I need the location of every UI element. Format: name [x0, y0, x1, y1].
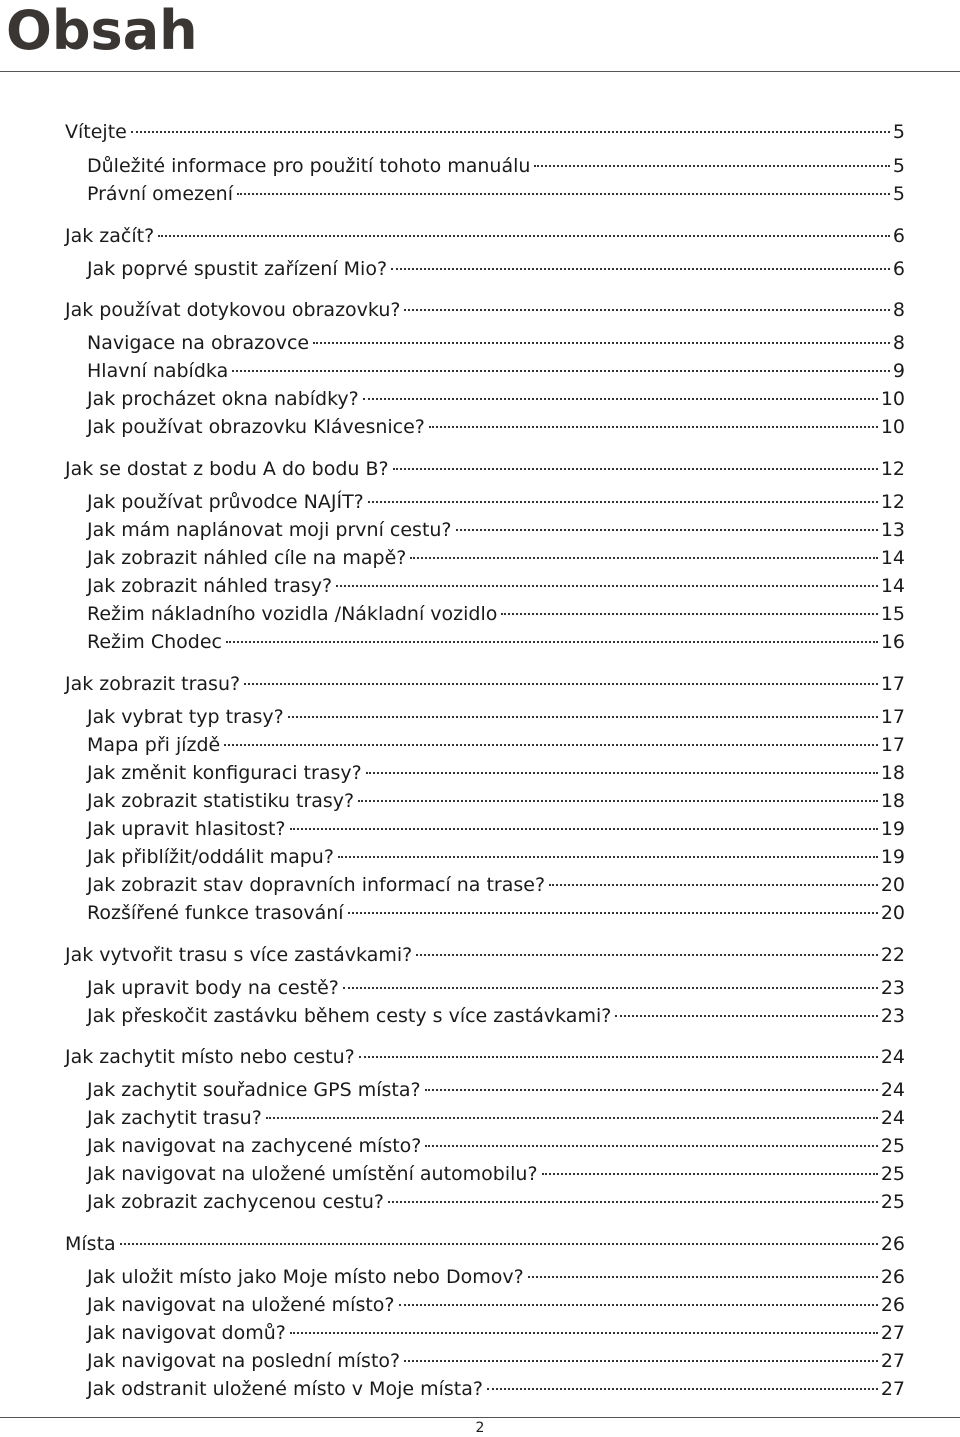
toc-entry-label: Jak upravit hlasitost?: [87, 818, 286, 840]
toc-entry[interactable]: [65, 455, 905, 483]
toc-entry[interactable]: [65, 941, 905, 969]
toc-leader-dots: [158, 233, 890, 237]
toc-entry-page: 24: [880, 1107, 905, 1129]
toc-entry-page: 19: [880, 818, 905, 840]
toc-entry-page: 27: [880, 1322, 905, 1344]
toc-entry-page: 26: [880, 1294, 905, 1316]
toc-leader-dots: [393, 466, 878, 470]
toc-leader-dots: [232, 368, 890, 372]
footer-divider: [0, 1417, 960, 1418]
toc-leader-dots: [358, 798, 878, 802]
toc-leader-dots: [348, 910, 878, 914]
toc-leader-dots: [429, 424, 878, 428]
toc-entry-page: 12: [880, 491, 905, 513]
toc-leader-dots: [363, 396, 878, 400]
toc-entry[interactable]: [87, 516, 905, 544]
toc-entry-label: Jak zobrazit statistiku trasy?: [87, 790, 355, 812]
toc-entry-page: 25: [880, 1163, 905, 1185]
toc-entry-page: 17: [880, 673, 905, 695]
toc-entry-label: Jak se dostat z bodu A do bodu B?: [65, 458, 389, 480]
toc-entry[interactable]: [87, 1347, 905, 1375]
toc-entry-label: Režim Chodec: [87, 631, 222, 653]
toc-leader-dots: [290, 1330, 878, 1334]
toc-entry[interactable]: [65, 1043, 905, 1071]
toc-leader-dots: [487, 1386, 878, 1390]
toc-entry[interactable]: [87, 1132, 905, 1160]
toc-leader-dots: [416, 952, 878, 956]
toc-leader-dots: [388, 1199, 878, 1203]
toc-leader-dots: [399, 1302, 878, 1306]
toc-entry-page: 6: [892, 258, 905, 280]
toc-entry[interactable]: [87, 871, 905, 899]
toc-entry-page: 15: [880, 603, 905, 625]
toc-entry-label: Jak zachytit souřadnice GPS místa?: [87, 1079, 421, 1101]
toc-entry[interactable]: [87, 1188, 905, 1216]
toc-entry-page: 18: [880, 762, 905, 784]
toc-entry[interactable]: [87, 413, 905, 441]
toc-entry-label: Jak navigovat na zachycené místo?: [87, 1135, 422, 1157]
toc-entry-page: 8: [892, 299, 905, 321]
title-divider: [0, 71, 960, 72]
toc-entry-label: Jak vybrat typ trasy?: [87, 706, 284, 728]
toc-entry-label: Navigace na obrazovce: [87, 332, 310, 354]
toc-entry-page: 25: [880, 1135, 905, 1157]
toc-entry-page: 23: [880, 1005, 905, 1027]
toc-entry[interactable]: [87, 1160, 905, 1188]
toc-entry-label: Jak změnit konfiguraci trasy?: [87, 762, 362, 784]
toc-entry[interactable]: [87, 815, 905, 843]
toc-entry-page: 19: [880, 846, 905, 868]
toc-entry-page: 16: [880, 631, 905, 653]
toc-leader-dots: [404, 1358, 878, 1362]
toc-leader-dots: [359, 1054, 878, 1058]
toc-entry-page: 5: [892, 155, 905, 177]
toc-entry[interactable]: [65, 1230, 905, 1258]
toc-entry[interactable]: [87, 152, 905, 180]
toc-entry-page: 24: [880, 1046, 905, 1068]
toc-entry-label: Jak vytvořit trasu s více zastávkami?: [65, 944, 413, 966]
toc-entry-page: 17: [880, 706, 905, 728]
toc-entry[interactable]: [65, 670, 905, 698]
toc-entry-label: Jak mám naplánovat moji první cestu?: [87, 519, 452, 541]
toc-leader-dots: [224, 742, 878, 746]
toc-entry-page: 26: [880, 1233, 905, 1255]
toc-entry-page: 18: [880, 790, 905, 812]
toc-leader-dots: [542, 1171, 878, 1175]
toc-entry[interactable]: [87, 572, 905, 600]
toc-entry[interactable]: [87, 385, 905, 413]
toc-entry[interactable]: [87, 1076, 905, 1104]
toc-entry[interactable]: [65, 222, 905, 250]
toc-entry-page: 25: [880, 1191, 905, 1213]
toc-entry-label: Režim nákladního vozidla /Nákladní vozidlo: [87, 603, 498, 625]
toc-entry[interactable]: [87, 974, 905, 1002]
toc-entry-page: 5: [892, 121, 905, 143]
toc-leader-dots: [366, 770, 878, 774]
toc-entry-page: 27: [880, 1350, 905, 1372]
toc-entry-label: Jak navigovat na uložené umístění automobilu?: [87, 1163, 538, 1185]
toc-entry[interactable]: [87, 628, 905, 656]
toc-entry-page: 8: [892, 332, 905, 354]
toc-entry-page: 14: [880, 575, 905, 597]
toc-entry[interactable]: [87, 357, 905, 385]
toc-leader-dots: [290, 826, 878, 830]
toc-leader-dots: [288, 714, 878, 718]
toc-entry-label: Vítejte: [65, 121, 127, 143]
toc-entry-page: 24: [880, 1079, 905, 1101]
toc-entry[interactable]: [87, 544, 905, 572]
toc-entry-label: Jak odstranit uložené místo v Moje místa?: [87, 1378, 483, 1400]
toc-entry-page: 22: [880, 944, 905, 966]
toc-entry[interactable]: [87, 1319, 905, 1347]
toc-entry[interactable]: [87, 1375, 905, 1403]
toc-entry[interactable]: [87, 1291, 905, 1319]
toc-leader-dots: [120, 1241, 878, 1245]
toc-entry-label: Jak přeskočit zastávku během cesty s více zastávkami?: [87, 1005, 612, 1027]
toc-entry-label: Rozšířené funkce trasování: [87, 902, 344, 924]
toc-leader-dots: [425, 1087, 878, 1091]
toc-entry-page: 12: [880, 458, 905, 480]
toc-entry-label: Hlavní nabídka: [87, 360, 229, 382]
toc-entry-label: Jak používat dotykovou obrazovku?: [65, 299, 401, 321]
page-title: Obsah: [6, 0, 198, 62]
toc-entry-page: 20: [880, 902, 905, 924]
toc-entry[interactable]: [87, 703, 905, 731]
toc-entry-label: Jak upravit body na cestě?: [87, 977, 339, 999]
toc-leader-dots: [343, 985, 878, 989]
toc-leader-dots: [549, 882, 878, 886]
toc-entry-label: Jak poprvé spustit zařízení Mio?: [87, 258, 388, 280]
toc-leader-dots: [404, 307, 889, 311]
toc-leader-dots: [237, 191, 890, 195]
toc-leader-dots: [244, 681, 878, 685]
toc-entry-label: Jak používat průvodce NAJÍT?: [87, 491, 364, 513]
toc-leader-dots: [615, 1013, 877, 1017]
toc-leader-dots: [131, 129, 890, 133]
toc-entry-page: 13: [880, 519, 905, 541]
toc-entry[interactable]: [87, 180, 905, 208]
toc-leader-dots: [336, 583, 878, 587]
toc-entry-label: Jak zobrazit náhled trasy?: [87, 575, 333, 597]
toc-leader-dots: [313, 340, 890, 344]
toc-entry-label: Jak zachytit místo nebo cestu?: [65, 1046, 355, 1068]
toc-entry[interactable]: [87, 600, 905, 628]
toc-entry[interactable]: [87, 843, 905, 871]
toc-leader-dots: [534, 163, 889, 167]
toc-entry[interactable]: [87, 329, 905, 357]
toc-entry[interactable]: [87, 1263, 905, 1291]
toc-entry-page: 26: [880, 1266, 905, 1288]
toc-entry[interactable]: [87, 759, 905, 787]
toc-entry-page: 27: [880, 1378, 905, 1400]
toc-entry-page: 9: [892, 360, 905, 382]
toc-entry-page: 10: [880, 416, 905, 438]
toc-leader-dots: [425, 1143, 877, 1147]
toc-leader-dots: [501, 611, 877, 615]
toc-entry-label: Místa: [65, 1233, 116, 1255]
toc-entry[interactable]: [87, 1002, 905, 1030]
toc-leader-dots: [266, 1115, 878, 1119]
toc-entry[interactable]: [65, 118, 905, 146]
toc-entry-label: Jak navigovat na uložené místo?: [87, 1294, 395, 1316]
toc-entry-page: 17: [880, 734, 905, 756]
toc-entry-label: Jak procházet okna nabídky?: [87, 388, 359, 410]
toc-entry-label: Jak zobrazit trasu?: [65, 673, 241, 695]
toc-entry[interactable]: [87, 899, 905, 927]
toc-entry-page: 23: [880, 977, 905, 999]
toc-leader-dots: [456, 527, 878, 531]
toc-leader-dots: [226, 639, 878, 643]
toc-entry-page: 10: [880, 388, 905, 410]
toc-entry-page: 20: [880, 874, 905, 896]
toc-leader-dots: [338, 854, 878, 858]
toc-leader-dots: [391, 266, 890, 270]
page-number: 2: [475, 1420, 485, 1436]
toc-entry-label: Jak přiblížit/oddálit mapu?: [87, 846, 334, 868]
toc-entry-page: 6: [892, 225, 905, 247]
toc-entry-label: Jak zobrazit stav dopravních informací na trase?: [87, 874, 546, 896]
toc-entry-label: Jak zobrazit zachycenou cestu?: [87, 1191, 384, 1213]
toc-entry-label: Jak zachytit trasu?: [87, 1107, 262, 1129]
toc-entry-label: Jak začít?: [65, 225, 155, 247]
toc-entry-label: Právní omezení: [87, 183, 233, 205]
toc-entry[interactable]: [87, 787, 905, 815]
toc-entry-label: Jak zobrazit náhled cíle na mapě?: [87, 547, 407, 569]
toc-entry-label: Mapa při jízdě: [87, 734, 221, 756]
toc-entry[interactable]: [65, 296, 905, 324]
toc-entry-label: Jak používat obrazovku Klávesnice?: [87, 416, 425, 438]
toc-entry[interactable]: [87, 731, 905, 759]
toc-entry-page: 14: [880, 547, 905, 569]
toc-entry[interactable]: [87, 1104, 905, 1132]
toc-entry-label: Jak uložit místo jako Moje místo nebo Domov?: [87, 1266, 524, 1288]
toc-entry-label: Důležité informace pro použití tohoto manuálu: [87, 155, 531, 177]
toc-entry[interactable]: [87, 255, 905, 283]
toc-leader-dots: [528, 1274, 878, 1278]
toc-entry[interactable]: [87, 488, 905, 516]
toc-entry-label: Jak navigovat na poslední místo?: [87, 1350, 401, 1372]
toc-leader-dots: [410, 555, 877, 559]
toc-entry-label: Jak navigovat domů?: [87, 1322, 286, 1344]
toc-entry-page: 5: [892, 183, 905, 205]
toc-leader-dots: [368, 499, 878, 503]
